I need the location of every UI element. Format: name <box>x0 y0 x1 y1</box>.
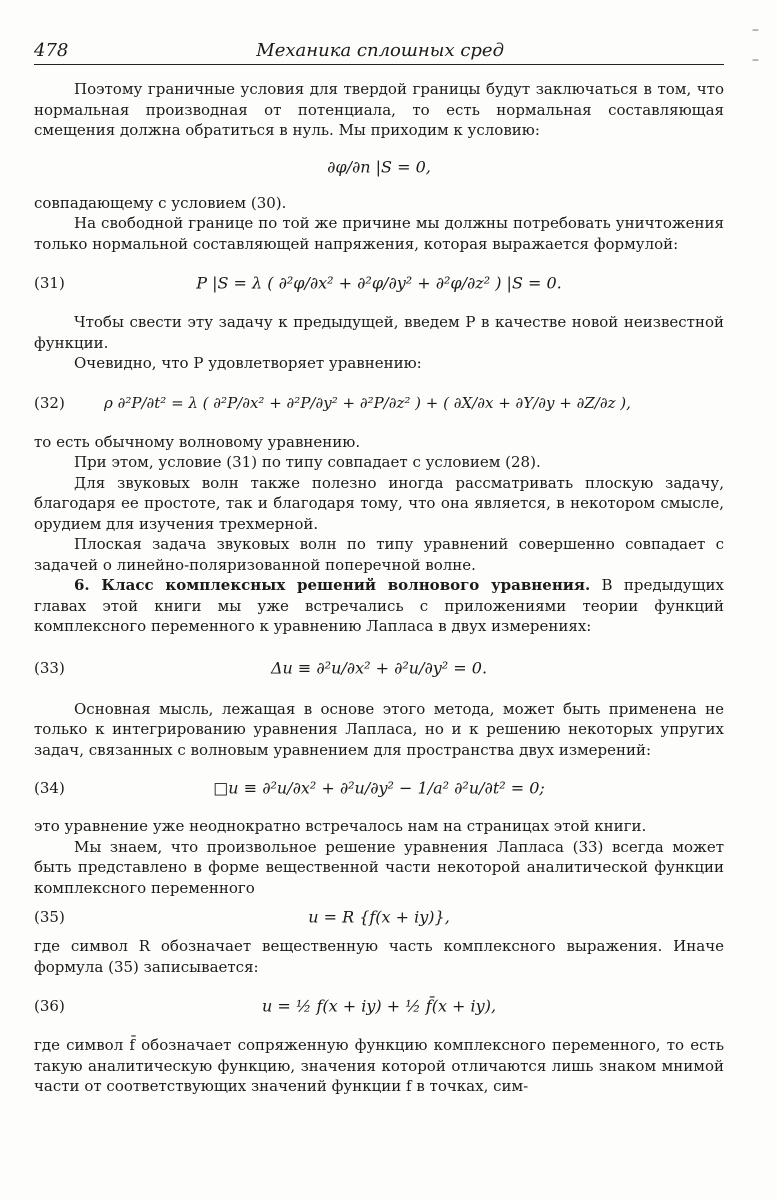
paragraph: совпадающему с условием (30). <box>34 193 287 212</box>
equation-number: (31) <box>34 274 65 292</box>
equation <box>34 977 724 1035</box>
equation <box>34 760 724 816</box>
equation <box>34 898 724 936</box>
equation <box>34 141 724 193</box>
running-title: Механика сплошных сред <box>256 40 504 61</box>
section-text: В предыдущих главах этой книги мы уже встречались с приложениями теории функций комплексного переменного к уравнению Лапласа в двух измерениях: <box>34 576 724 635</box>
page <box>34 40 724 1097</box>
paragraph: Чтобы свести эту задачу к предыдущей, введем P в качестве новой неизвестной функции. <box>34 313 724 352</box>
paragraph: Мы знаем, что произвольное решение уравнения Лапласа (33) всегда может быть представлено в форме вещественной части некоторой аналитической функции комплексного переменного <box>34 837 724 897</box>
paragraph: Основная мысль, лежащая в основе этого метода, может быть применена не только к интегрированию уравнения Лапласа, но и к решению некоторых упругих задач, связанных с волновым уравнением для пространства двух измерений: <box>34 699 724 759</box>
equation-body: Δu ≡ ∂²u/∂x² + ∂²u/∂y² = 0. <box>270 658 488 677</box>
page-number: 478 <box>34 40 69 61</box>
equation-number: (32) <box>34 393 65 412</box>
margin-mark: – <box>752 52 759 68</box>
paragraph: то есть обычному волновому уравнению. <box>34 432 361 451</box>
equation-number: (36) <box>34 997 65 1015</box>
paragraph: При этом, условие (31) по типу совпадает с условием (28). <box>74 453 541 471</box>
page-header <box>34 40 724 65</box>
equation <box>34 637 724 699</box>
paragraph: это уравнение уже неоднократно встречалось нам на страницах этой книги. <box>34 817 647 835</box>
equation-body: ∂φ/∂n |S = 0, <box>327 157 431 176</box>
equation-body: ρ ∂²P/∂t² = λ ( ∂²P/∂x² + ∂²P/∂y² + ∂²P/∂z² ) + ( ∂X/∂x + ∂Y/∂y + ∂Z/∂z ), <box>104 393 631 412</box>
equation <box>34 374 724 432</box>
section-heading: 6. Класс комплексных решений волнового уравнения. <box>74 576 591 594</box>
equation-body: u = R {f(x + iy)}, <box>308 907 450 927</box>
equation <box>34 254 724 312</box>
margin-mark: – <box>752 22 759 38</box>
paragraph: где символ R обозначает вещественную часть комплексного выражения. Иначе формула (35) записывается: <box>34 937 724 976</box>
equation-body: □u ≡ ∂²u/∂x² + ∂²u/∂y² − 1/a² ∂²u/∂t² = 0; <box>213 778 545 798</box>
equation-number: (34) <box>34 779 65 797</box>
paragraph: Для звуковых волн также полезно иногда рассматривать плоскую задачу, благодаря ее простоте, так и благодаря тому, что она является, в некотором смысле, орудием для изучения трехмерной. <box>34 473 724 533</box>
paragraph: где символ f̄ обозначает сопряженную функцию комплексного переменного, то есть такую аналитическую функцию, значения которой отличаются лишь знаком мнимой части от соответствующих значений функции f в точках, сим- <box>34 1036 724 1095</box>
equation-number: (35) <box>34 908 65 926</box>
equation-body: P |S = λ ( ∂²φ/∂x² + ∂²φ/∂y² + ∂²φ/∂z² ) |S = 0. <box>196 273 562 293</box>
paragraph: Очевидно, что P удовлетворяет уравнению: <box>74 354 422 372</box>
paragraph: На свободной границе по той же причине мы должны потребовать уничтожения только нормальной составляющей напряжения, которая выражается формулой: <box>34 214 724 253</box>
equation-number: (33) <box>34 658 65 677</box>
paragraph: Плоская задача звуковых волн по типу уравнений совершенно совпадает с задачей о линейно-поляризованной поперечной волне. <box>34 535 724 574</box>
equation-body: u = ½ f(x + iy) + ½ f̄(x + iy), <box>261 996 497 1016</box>
paragraph: Поэтому граничные условия для твердой границы будут заключаться в том, что нормальная производная от потенциала, то есть нормальная составляющая смещения должна обратиться в нуль. Мы приходим к условию: <box>34 80 724 139</box>
section-paragraph <box>34 575 724 637</box>
